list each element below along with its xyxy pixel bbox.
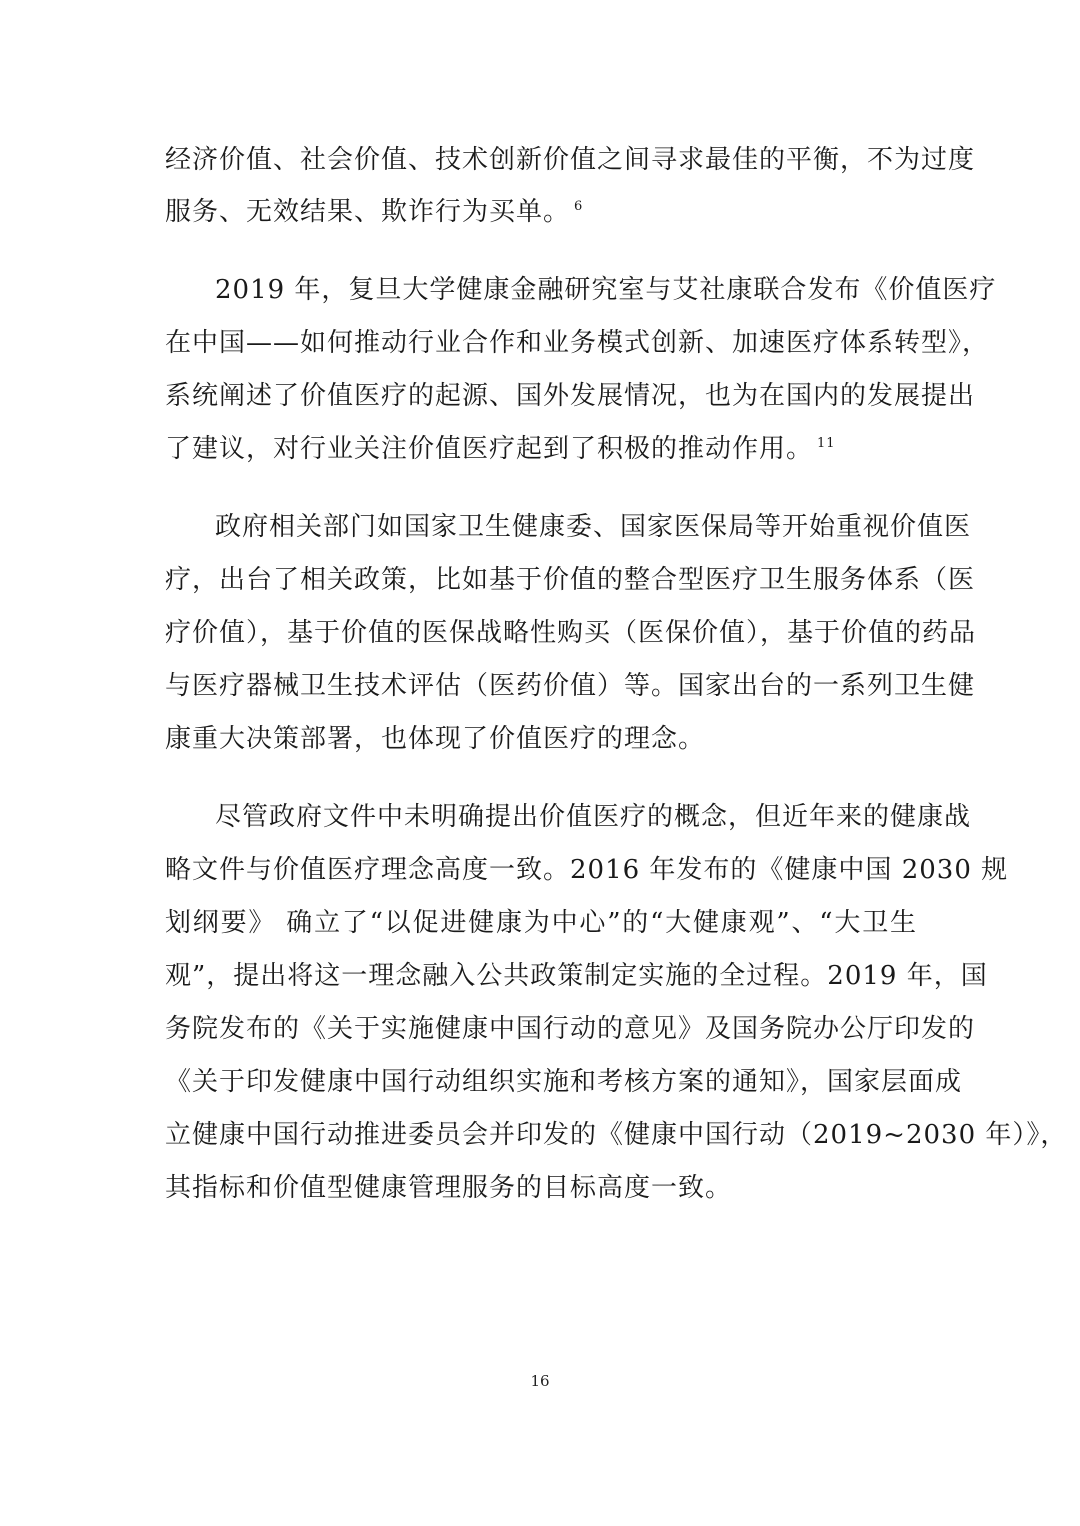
paragraph-3-line-4: 与医疗器械卫生技术评估（医药价值）等。国家出台的一系列卫生健 [165, 671, 976, 701]
paragraph-4-line-5: 务院发布的《关于实施健康中国行动的意见》及国务院办公厅印发的 [165, 1014, 976, 1044]
paragraph-4-line-2: 略文件与价值医疗理念高度一致。2016 年发布的《健康中国 2030 规 [165, 855, 1009, 885]
paragraph-3-line-1: 政府相关部门如国家卫生健康委、国家医保局等开始重视价值医 [215, 512, 972, 542]
footnote-marker: 11 [817, 436, 836, 452]
paragraph-2-line-1: 2019 年，复旦大学健康金融研究室与艾社康联合发布《价值医疗 [215, 275, 997, 305]
paragraph-2-line-2: 在中国——如何推动行业合作和业务模式创新、加速医疗体系转型》， [165, 328, 990, 358]
paragraph-2-line-4 [165, 429, 917, 469]
paragraph-2-line-3: 系统阐述了价值医疗的起源、国外发展情况，也为在国内的发展提出 [165, 381, 976, 411]
paragraph-4-line-1: 尽管政府文件中未明确提出价值医疗的概念，但近年来的健康战 [215, 802, 972, 832]
paragraph-1-line-1: 经济价值、社会价值、技术创新价值之间寻求最佳的平衡，不为过度 [165, 145, 976, 175]
paragraph-3-line-2: 疗，出台了相关政策，比如基于价值的整合型医疗卫生服务体系（医 [165, 565, 976, 595]
footnote-marker: 6 [574, 199, 584, 215]
paragraph-1-line-2 [165, 192, 917, 232]
paragraph-4-line-7: 立健康中国行动推进委员会并印发的《健康中国行动（2019~2030 年）》， [165, 1120, 1068, 1150]
paragraph-2-line-4-text: 了建议，对行业关注价值医疗起到了积极的推动作用。 [165, 434, 814, 464]
page-number: 16 [530, 1372, 550, 1390]
paragraph-4-line-6: 《关于印发健康中国行动组织实施和考核方案的通知》，国家层面成 [165, 1067, 963, 1097]
paragraph-4-line-3: 划纲要》 确立了“以促进健康为中心”的“大健康观”、“大卫生 [165, 908, 917, 938]
paragraph-3-line-5: 康重大决策部署，也体现了价值医疗的理念。 [165, 724, 706, 754]
paragraph-1-line-2-text: 服务、无效结果、欺诈行为买单。 [165, 197, 571, 227]
paragraph-4-line-4: 观”，提出将这一理念融入公共政策制定实施的全过程。2019 年，国 [165, 961, 988, 991]
paragraph-4-line-8: 其指标和价值型健康管理服务的目标高度一致。 [165, 1173, 733, 1203]
paragraph-3-line-3: 疗价值），基于价值的医保战略性购买（医保价值），基于价值的药品 [165, 618, 977, 648]
